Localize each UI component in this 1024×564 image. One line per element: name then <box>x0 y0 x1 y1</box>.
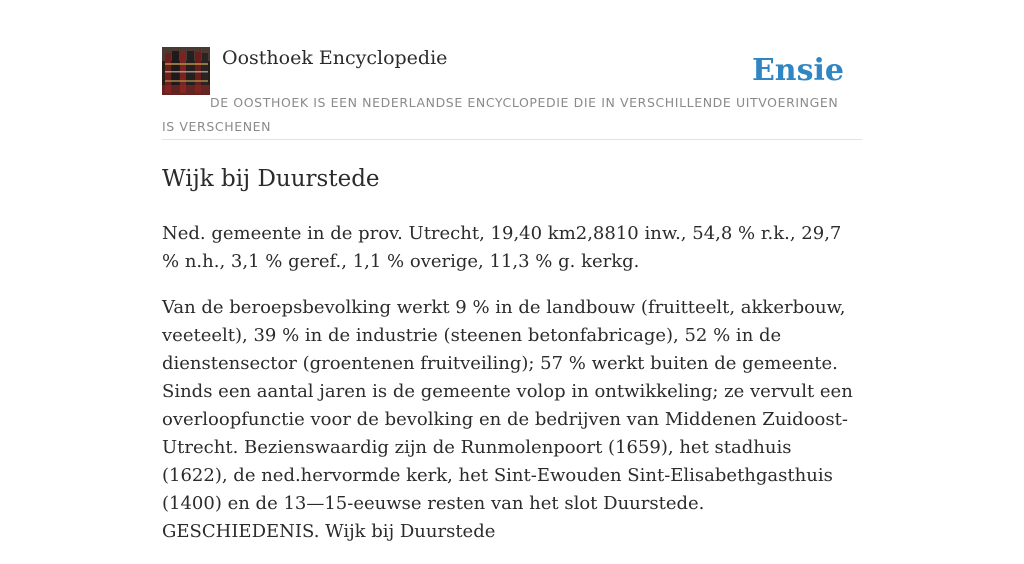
article-title: Wijk bij Duurstede <box>162 166 380 192</box>
book-spines-logo-icon <box>162 47 210 95</box>
article-paragraph: Van de beroepsbevolking werkt 9 % in de landbouw (fruitteelt, akkerbouw, veeteelt), 39 % in de industrie (steenen betonfabricage), 52 % in de dienstensector (groentenen fruitveiling); 57 % werkt buiten de gemeente. Sinds een aantal jaren is de gemeente volop in ontwikkeling; ze vervult een overloopfunctie voor de bevolking en de bedrijven van Middenen Zuidoost-Utrecht. Bezienswaardig zijn de Runmolenpoort (1659), het stadhuis (1622), de ned.hervormde kerk, het Sint-Ewouden Sint-Elisabethgasthuis (1400) en de 13—15-eeuwse resten van het slot Duurstede. GESCHIEDENIS. Wijk bij Duurstede <box>162 297 853 542</box>
site-header <box>162 46 862 140</box>
brand-logo-text[interactable]: Ensie <box>751 53 844 88</box>
site-title[interactable]: Oosthoek Encyclopedie <box>222 47 448 69</box>
article-paragraph: Ned. gemeente in de prov. Utrecht, 19,40 km2,8810 inw., 54,8 % r.k., 29,7 % n.h., 3,1 % geref., 1,1 % overige, 11,3 % g. kerkg. <box>162 223 842 272</box>
article <box>162 160 862 564</box>
site-tagline: DE OOSTHOEK IS EEN NEDERLANDSE ENCYCLOPEDIE DIE IN VERSCHILLENDE UITVOERINGEN IS VERSCHENEN <box>162 95 839 134</box>
site-logo[interactable] <box>162 47 210 95</box>
